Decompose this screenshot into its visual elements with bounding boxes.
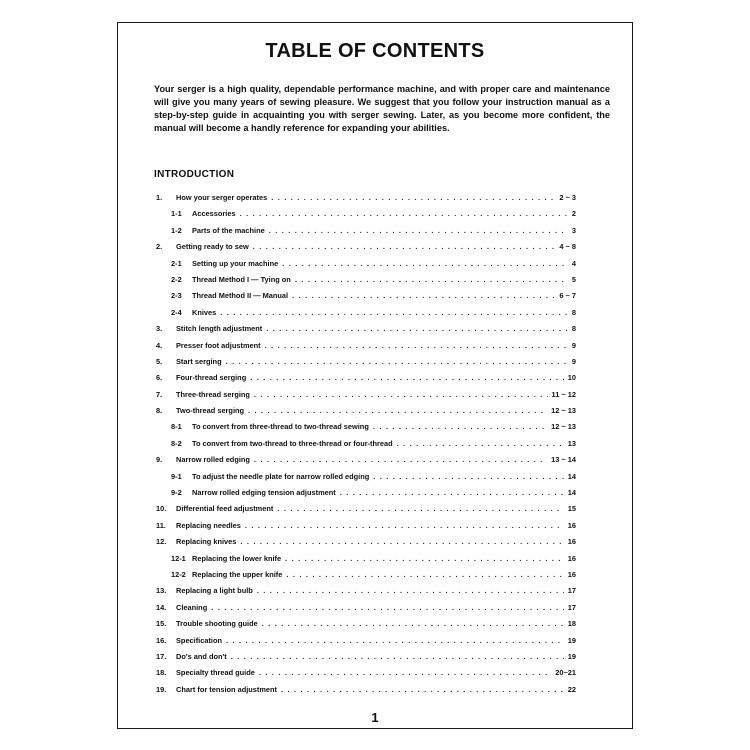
dot-leader: [248, 406, 547, 415]
toc-entry: [156, 504, 576, 520]
toc-entry: [156, 357, 576, 373]
dot-leader: [259, 668, 551, 677]
dot-leader: [265, 341, 568, 350]
toc-entry-number: 2.: [156, 242, 163, 252]
toc-entry-label: Two-thread serging: [176, 406, 245, 416]
toc-entry-label: Differential feed adjustment: [176, 504, 274, 514]
toc-entry: [156, 406, 576, 422]
dot-leader: [250, 373, 564, 382]
toc-entry-page: 8: [571, 307, 576, 317]
toc-entry-label: Getting ready to sew: [176, 242, 249, 252]
toc-entry-label: To adjust the needle plate for narrow rolled edging: [192, 471, 370, 481]
toc-list: [156, 193, 576, 701]
toc-entry-label: Knives: [192, 307, 217, 317]
dot-leader: [295, 275, 568, 284]
toc-entry-number: 19.: [156, 684, 167, 694]
page-title: TABLE OF CONTENTS: [265, 40, 485, 62]
toc-entry-label: Chart for tension adjustment: [176, 684, 278, 694]
toc-entry-page: 9: [571, 356, 576, 366]
dot-leader: [282, 259, 568, 268]
dot-leader: [286, 570, 563, 579]
toc-entry-page: 18: [567, 619, 576, 629]
dot-leader: [340, 488, 564, 497]
dot-leader: [373, 422, 547, 431]
toc-entry-number: 3.: [156, 324, 163, 334]
toc-entry: [156, 455, 576, 471]
dot-leader: [397, 439, 564, 448]
toc-entry-label: Do's and don't: [176, 651, 227, 661]
toc-entry: [156, 554, 576, 570]
toc-entry: [156, 570, 576, 586]
toc-entry-page: 14: [567, 471, 576, 481]
toc-entry-page: 2 ~ 3: [559, 193, 576, 202]
toc-entry-number: 2-2: [171, 274, 182, 284]
toc-entry-label: Replacing needles: [176, 520, 241, 530]
toc-entry-number: 14.: [156, 602, 167, 612]
toc-entry: [156, 603, 576, 619]
toc-entry-label: Setting up your machine: [192, 258, 279, 268]
toc-entry: [156, 685, 576, 701]
toc-entry-page: 17: [567, 602, 576, 612]
dot-leader: [231, 652, 564, 661]
toc-entry-page: 10: [567, 373, 576, 383]
toc-entry-page: 17: [567, 586, 576, 596]
toc-entry-number: 12-2: [171, 569, 186, 579]
toc-entry-label: Trouble shooting guide: [176, 619, 258, 629]
dot-leader: [211, 603, 564, 612]
toc-entry-number: 2-3: [171, 291, 182, 301]
toc-entry: [156, 291, 576, 307]
dot-leader: [240, 209, 568, 218]
toc-entry-label: Accessories: [192, 209, 236, 219]
toc-entry-number: 10.: [156, 504, 167, 514]
toc-entry-number: 8.: [156, 406, 163, 416]
toc-entry-label: Narrow rolled edging: [176, 455, 250, 465]
toc-entry-number: 1.: [156, 193, 163, 202]
toc-entry-label: Replacing the upper knife: [192, 569, 283, 579]
toc-entry: [156, 652, 576, 668]
toc-entry-number: 15.: [156, 619, 167, 629]
toc-entry: [156, 537, 576, 553]
toc-entry-label: Thread Method II — Manual: [192, 291, 289, 301]
toc-entry-page: 19: [567, 651, 576, 661]
toc-entry: [156, 472, 576, 488]
toc-entry-page: 16: [567, 520, 576, 530]
toc-entry: [156, 636, 576, 652]
toc-entry: [156, 422, 576, 438]
toc-entry-label: Parts of the machine: [192, 225, 265, 235]
toc-entry-label: Stitch length adjustment: [176, 324, 263, 334]
toc-entry-page: 20~21: [555, 668, 576, 678]
toc-entry: [156, 521, 576, 537]
toc-entry-number: 16.: [156, 635, 167, 645]
toc-entry-page: 15: [567, 504, 576, 514]
dot-leader: [253, 242, 556, 251]
toc-entry: [156, 619, 576, 635]
dot-leader: [245, 521, 564, 530]
toc-entry-label: Specialty thread guide: [176, 668, 255, 678]
dot-leader: [220, 308, 568, 317]
toc-entry-number: 2-4: [171, 307, 182, 317]
toc-entry-label: Presser foot adjustment: [176, 340, 261, 350]
toc-entry-label: How your serger operates: [176, 193, 268, 202]
toc-entry: [156, 242, 576, 258]
toc-entry-label: Narrow rolled edging tension adjustment: [192, 488, 336, 498]
toc-entry-page: 16: [567, 553, 576, 563]
toc-entry-number: 12-1: [171, 553, 186, 563]
dot-leader: [240, 537, 563, 546]
toc-entry-number: 9-1: [171, 471, 182, 481]
dot-leader: [269, 226, 568, 235]
toc-entry-number: 9.: [156, 455, 163, 465]
toc-entry-number: 2-1: [171, 258, 182, 268]
toc-entry-label: Replacing a light bulb: [176, 586, 253, 596]
toc-entry: [156, 373, 576, 389]
document-page: [117, 22, 633, 729]
toc-entry: [156, 275, 576, 291]
toc-entry-page: 22: [567, 684, 576, 694]
toc-entry-number: 1-1: [171, 209, 182, 219]
toc-entry-number: 12.: [156, 537, 167, 547]
toc-entry-page: 16: [567, 569, 576, 579]
toc-entry: [156, 259, 576, 275]
toc-entry-number: 8-2: [171, 438, 182, 448]
toc-entry-page: 16: [567, 537, 576, 547]
dot-leader: [257, 586, 564, 595]
dot-leader: [226, 357, 568, 366]
toc-entry-label: Replacing the lower knife: [192, 553, 282, 563]
toc-entry-label: To convert from three-thread to two-thread sewing: [192, 422, 369, 432]
dot-leader: [373, 472, 564, 481]
toc-entry-page: 9: [571, 340, 576, 350]
toc-entry: [156, 341, 576, 357]
toc-entry: [156, 586, 576, 602]
dot-leader: [226, 636, 564, 645]
toc-entry-label: Thread Method I — Tying on: [192, 274, 291, 284]
toc-entry-number: 1-2: [171, 225, 182, 235]
toc-entry-label: Cleaning: [176, 602, 208, 612]
toc-entry-page: 2: [571, 209, 576, 219]
dot-leader: [281, 685, 564, 694]
toc-entry-page: 13: [567, 438, 576, 448]
toc-entry-label: Start serging: [176, 356, 222, 366]
dot-leader: [254, 455, 547, 464]
toc-entry-label: Three-thread serging: [176, 389, 250, 399]
toc-entry-page: 4: [571, 258, 576, 268]
toc-entry: [156, 193, 576, 209]
toc-entry: [156, 226, 576, 242]
toc-entry-page: 4 ~ 8: [559, 242, 576, 252]
dot-leader: [262, 619, 564, 628]
toc-entry: [156, 209, 576, 225]
toc-entry: [156, 668, 576, 684]
toc-entry: [156, 390, 576, 406]
toc-entry-label: Specification: [176, 635, 222, 645]
dot-leader: [292, 291, 555, 300]
dot-leader: [277, 504, 563, 513]
toc-entry-number: 11.: [156, 520, 166, 530]
section-heading: INTRODUCTION: [154, 169, 235, 180]
toc-entry-number: 4.: [156, 340, 163, 350]
toc-entry-page: 8: [571, 324, 576, 334]
dot-leader: [285, 554, 564, 563]
toc-entry-number: 9-2: [171, 488, 182, 498]
page-number: 1: [371, 710, 379, 725]
toc-entry-page: 6 ~ 7: [559, 291, 576, 301]
toc-entry-page: 5: [571, 274, 576, 284]
dot-leader: [266, 324, 568, 333]
toc-entry-number: 7.: [156, 389, 163, 399]
toc-entry-number: 8-1: [171, 422, 182, 432]
toc-entry: [156, 308, 576, 324]
toc-entry-page: 19: [567, 635, 576, 645]
toc-entry-page: 12 ~ 13: [551, 422, 576, 432]
toc-entry-label: Replacing knives: [176, 537, 237, 547]
dot-leader: [254, 390, 548, 399]
toc-entry-number: 6.: [156, 373, 163, 383]
toc-entry: [156, 488, 576, 504]
toc-entry-page: 12 ~ 13: [551, 406, 576, 416]
toc-entry: [156, 439, 576, 455]
toc-entry-label: Four-thread serging: [176, 373, 247, 383]
toc-entry-number: 13.: [156, 586, 167, 596]
toc-entry-number: 5.: [156, 356, 163, 366]
toc-entry-page: 3: [571, 225, 576, 235]
toc-entry: [156, 324, 576, 340]
toc-entry-page: 11 ~ 12: [551, 389, 576, 399]
toc-entry-number: 18.: [156, 668, 167, 678]
toc-entry-label: To convert from two-thread to three-thread or four-thread: [192, 438, 393, 448]
dot-leader: [271, 193, 555, 202]
toc-entry-page: 14: [567, 488, 576, 498]
toc-entry-number: 17.: [156, 651, 167, 661]
toc-entry-page: 13 ~ 14: [551, 455, 576, 465]
intro-paragraph: Your serger is a high quality, dependable performance machine, and with proper care and maintenance will give you many years of sewing pleasure. We suggest that you follow your instruction manual as a step-by-step guide in acquainting you with serger sewing. Later, as you become more confident, the manual will become a handly reference for expanding your abilities.: [154, 84, 610, 133]
